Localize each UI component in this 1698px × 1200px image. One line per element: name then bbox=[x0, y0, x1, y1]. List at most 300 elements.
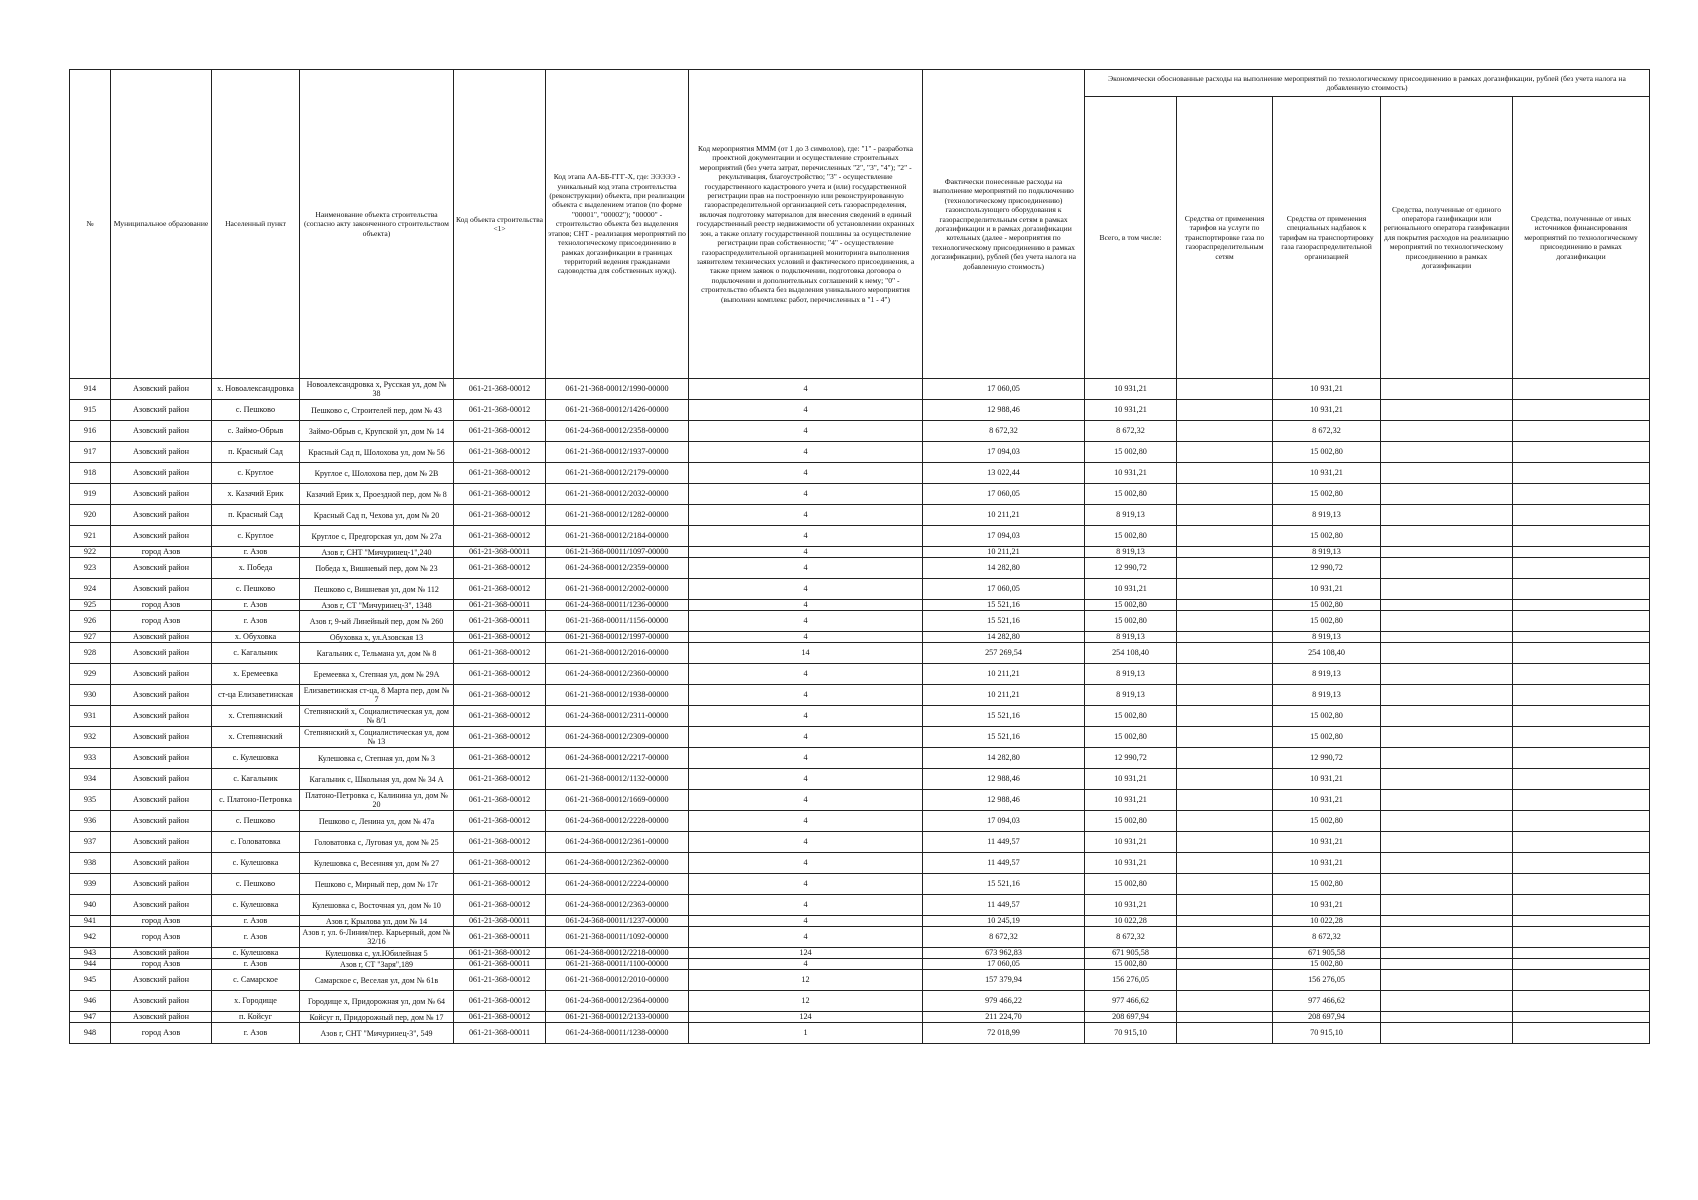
cell-actual-costs: 15 521,16 bbox=[923, 600, 1085, 611]
cell-municipality: Азовский район bbox=[111, 1012, 212, 1023]
table-row bbox=[70, 811, 1650, 832]
cell-stage-code: 061-21-368-00012/1282-00000 bbox=[546, 505, 689, 526]
cell-event-code: 4 bbox=[689, 664, 923, 685]
cell-actual-costs: 14 282,80 bbox=[923, 632, 1085, 643]
cell-total: 10 931,21 bbox=[1085, 832, 1177, 853]
cell-stage-code: 061-24-368-00012/2217-00000 bbox=[546, 748, 689, 769]
cell-src-operator bbox=[1381, 790, 1513, 811]
cell-object-name: Степнянский х, Социалистическая ул, дом № 8/1 bbox=[300, 706, 454, 727]
cell-src-surcharge: 8 919,13 bbox=[1273, 664, 1381, 685]
cell-actual-costs: 11 449,57 bbox=[923, 895, 1085, 916]
cell-event-code: 4 bbox=[689, 379, 923, 400]
header-stage-code: Код этапа АА-ББ-ГГГ-Х, где: ЭЭЭЭЭ - уникальный код этапа строительства (реконструкции) объекта, при реализации объекта с выделением этапов (по форме "00001", "00002"); "00000" - строительство объекта без выделения этапов; СНТ - реализация мероприятий по технологическому присоединению в рамках догазификации в границах территорий ведения гражданами садоводства для собственных нужд). bbox=[546, 70, 689, 379]
cell-object-code: 061-21-368-00012 bbox=[454, 706, 546, 727]
cell-src-surcharge: 10 022,28 bbox=[1273, 916, 1381, 927]
cell-settlement: п. Койсуг bbox=[212, 1012, 300, 1023]
cell-settlement: г. Азов bbox=[212, 916, 300, 927]
table-row bbox=[70, 832, 1650, 853]
cell-settlement: с. Круглое bbox=[212, 526, 300, 547]
cell-actual-costs: 10 211,21 bbox=[923, 505, 1085, 526]
cell-municipality: Азовский район bbox=[111, 463, 212, 484]
cell-actual-costs: 17 094,03 bbox=[923, 442, 1085, 463]
table-row bbox=[70, 790, 1650, 811]
table-row bbox=[70, 685, 1650, 706]
cell-settlement: г. Азов bbox=[212, 959, 300, 970]
cell-event-code: 4 bbox=[689, 927, 923, 948]
cell-src-surcharge: 254 108,40 bbox=[1273, 643, 1381, 664]
table-row bbox=[70, 632, 1650, 643]
cell-actual-costs: 979 466,22 bbox=[923, 991, 1085, 1012]
cell-stage-code: 061-24-368-00012/2359-00000 bbox=[546, 558, 689, 579]
cell-settlement: с. Кулешовка bbox=[212, 895, 300, 916]
cell-municipality: Азовский район bbox=[111, 442, 212, 463]
cell-stage-code: 061-21-368-00011/1100-00000 bbox=[546, 959, 689, 970]
table-row bbox=[70, 895, 1650, 916]
cell-total: 15 002,80 bbox=[1085, 706, 1177, 727]
cell-total: 8 919,13 bbox=[1085, 632, 1177, 643]
cell-no: 931 bbox=[70, 706, 111, 727]
cell-stage-code: 061-21-368-00011/1156-00000 bbox=[546, 611, 689, 632]
cell-src-tariff bbox=[1177, 970, 1273, 991]
cell-stage-code: 061-21-368-00012/1937-00000 bbox=[546, 442, 689, 463]
cell-total: 15 002,80 bbox=[1085, 874, 1177, 895]
cell-event-code: 4 bbox=[689, 853, 923, 874]
cell-object-name: Обуховка х, ул.Азовская 13 bbox=[300, 632, 454, 643]
cell-object-name: Займо-Обрыв с, Крупской ул, дом № 14 bbox=[300, 421, 454, 442]
header-src-operator: Средства, полученные от единого оператора газификации или регионального оператора газификации для покрытия расходов на реализацию мероприятий по технологическому присоединению в рамках догазификации bbox=[1381, 97, 1513, 379]
cell-stage-code: 061-24-368-00012/2309-00000 bbox=[546, 727, 689, 748]
cell-event-code: 4 bbox=[689, 526, 923, 547]
cell-object-name: Платоно-Петровка с, Калинина ул, дом № 20 bbox=[300, 790, 454, 811]
cell-src-tariff bbox=[1177, 811, 1273, 832]
cell-settlement: г. Азов bbox=[212, 600, 300, 611]
cell-src-surcharge: 15 002,80 bbox=[1273, 811, 1381, 832]
cell-actual-costs: 17 060,05 bbox=[923, 484, 1085, 505]
cell-src-surcharge: 8 919,13 bbox=[1273, 505, 1381, 526]
cell-object-code: 061-21-368-00011 bbox=[454, 927, 546, 948]
cell-event-code: 1 bbox=[689, 1023, 923, 1044]
cell-settlement: с. Пешково bbox=[212, 874, 300, 895]
cell-no: 924 bbox=[70, 579, 111, 600]
cell-stage-code: 061-21-368-00012/2010-00000 bbox=[546, 970, 689, 991]
cell-stage-code: 061-21-368-00012/2032-00000 bbox=[546, 484, 689, 505]
cell-src-tariff bbox=[1177, 643, 1273, 664]
cell-object-code: 061-21-368-00011 bbox=[454, 547, 546, 558]
cell-actual-costs: 15 521,16 bbox=[923, 727, 1085, 748]
cell-total: 15 002,80 bbox=[1085, 526, 1177, 547]
cell-total: 8 919,13 bbox=[1085, 547, 1177, 558]
cell-settlement: г. Азов bbox=[212, 1023, 300, 1044]
cell-actual-costs: 10 211,21 bbox=[923, 685, 1085, 706]
cell-src-operator bbox=[1381, 853, 1513, 874]
table-row bbox=[70, 706, 1650, 727]
cell-src-operator bbox=[1381, 748, 1513, 769]
cell-src-other bbox=[1513, 895, 1650, 916]
cell-no: 930 bbox=[70, 685, 111, 706]
cell-object-name: Пешково с, Ленина ул, дом № 47а bbox=[300, 811, 454, 832]
cell-src-surcharge: 10 931,21 bbox=[1273, 853, 1381, 874]
cell-src-tariff bbox=[1177, 853, 1273, 874]
cell-settlement: с. Самарское bbox=[212, 970, 300, 991]
cell-src-other bbox=[1513, 643, 1650, 664]
cell-src-tariff bbox=[1177, 579, 1273, 600]
cell-src-tariff bbox=[1177, 600, 1273, 611]
cell-src-tariff bbox=[1177, 526, 1273, 547]
cell-object-name: Круглое с, Предгорская ул, дом № 27а bbox=[300, 526, 454, 547]
cell-object-code: 061-21-368-00011 bbox=[454, 600, 546, 611]
cell-stage-code: 061-24-368-00011/1238-00000 bbox=[546, 1023, 689, 1044]
header-src-surcharge: Средства от применения специальных надбавок к тарифам на транспортировку газа газораспределительной организацией bbox=[1273, 97, 1381, 379]
cell-actual-costs: 14 282,80 bbox=[923, 558, 1085, 579]
cell-src-operator bbox=[1381, 811, 1513, 832]
table-header bbox=[70, 70, 1650, 379]
cell-event-code: 124 bbox=[689, 1012, 923, 1023]
cell-event-code: 4 bbox=[689, 874, 923, 895]
cell-actual-costs: 12 988,46 bbox=[923, 400, 1085, 421]
table-row bbox=[70, 442, 1650, 463]
cell-object-code: 061-21-368-00012 bbox=[454, 853, 546, 874]
cell-src-other bbox=[1513, 832, 1650, 853]
cell-actual-costs: 8 672,32 bbox=[923, 421, 1085, 442]
cell-event-code: 4 bbox=[689, 484, 923, 505]
cell-src-tariff bbox=[1177, 400, 1273, 421]
cell-stage-code: 061-24-368-00012/2224-00000 bbox=[546, 874, 689, 895]
cell-total: 254 108,40 bbox=[1085, 643, 1177, 664]
cell-object-code: 061-21-368-00011 bbox=[454, 611, 546, 632]
cell-src-other bbox=[1513, 706, 1650, 727]
cell-object-name: Казачий Ерик х, Проездной пер, дом № 8 bbox=[300, 484, 454, 505]
cell-total: 8 919,13 bbox=[1085, 505, 1177, 526]
cell-object-name: Пешково с, Мирный пер, дом № 17г bbox=[300, 874, 454, 895]
cell-src-surcharge: 10 931,21 bbox=[1273, 463, 1381, 484]
cell-object-code: 061-21-368-00012 bbox=[454, 1012, 546, 1023]
cell-settlement: с. Круглое bbox=[212, 463, 300, 484]
cell-settlement: с. Кулешовка bbox=[212, 948, 300, 959]
cell-no: 933 bbox=[70, 748, 111, 769]
cell-object-name: Кулешовка с, ул.Юбилейная 5 bbox=[300, 948, 454, 959]
cell-src-surcharge: 15 002,80 bbox=[1273, 484, 1381, 505]
table-row bbox=[70, 853, 1650, 874]
cell-src-tariff bbox=[1177, 706, 1273, 727]
cell-municipality: Азовский район bbox=[111, 685, 212, 706]
cell-municipality: Азовский район bbox=[111, 706, 212, 727]
cell-src-surcharge: 10 931,21 bbox=[1273, 832, 1381, 853]
cell-object-name: Городище х, Придорожная ул, дом № 64 bbox=[300, 991, 454, 1012]
cell-settlement: х. Новоалександровка bbox=[212, 379, 300, 400]
cell-no: 943 bbox=[70, 948, 111, 959]
header-econ-group: Экономически обоснованные расходы на выполнение мероприятий по технологическому присоединению в рамках догазификации, рублей (без учета налога на добавленную стоимость) bbox=[1085, 70, 1650, 97]
cell-src-other bbox=[1513, 442, 1650, 463]
cell-stage-code: 061-24-368-00012/2362-00000 bbox=[546, 853, 689, 874]
cell-src-tariff bbox=[1177, 463, 1273, 484]
cell-stage-code: 061-24-368-00012/2363-00000 bbox=[546, 895, 689, 916]
cell-event-code: 4 bbox=[689, 685, 923, 706]
cell-src-operator bbox=[1381, 600, 1513, 611]
cell-src-operator bbox=[1381, 421, 1513, 442]
cell-actual-costs: 10 245,19 bbox=[923, 916, 1085, 927]
cell-municipality: Азовский район bbox=[111, 853, 212, 874]
cell-event-code: 4 bbox=[689, 505, 923, 526]
cell-no: 939 bbox=[70, 874, 111, 895]
cell-object-code: 061-21-368-00012 bbox=[454, 811, 546, 832]
cell-stage-code: 061-21-368-00012/1990-00000 bbox=[546, 379, 689, 400]
table-row bbox=[70, 600, 1650, 611]
cell-stage-code: 061-21-368-00012/1997-00000 bbox=[546, 632, 689, 643]
cell-stage-code: 061-21-368-00012/1669-00000 bbox=[546, 790, 689, 811]
cell-src-operator bbox=[1381, 727, 1513, 748]
cell-no: 920 bbox=[70, 505, 111, 526]
cell-total: 10 022,28 bbox=[1085, 916, 1177, 927]
cell-object-name: Круглое с, Шолохова пер, дом № 2В bbox=[300, 463, 454, 484]
cell-no: 935 bbox=[70, 790, 111, 811]
cell-no: 919 bbox=[70, 484, 111, 505]
cell-src-operator bbox=[1381, 643, 1513, 664]
cell-event-code: 4 bbox=[689, 727, 923, 748]
cell-actual-costs: 17 094,03 bbox=[923, 811, 1085, 832]
table-row bbox=[70, 1023, 1650, 1044]
cell-object-code: 061-21-368-00012 bbox=[454, 664, 546, 685]
cell-object-name: Кулешовка с, Весенняя ул, дом № 27 bbox=[300, 853, 454, 874]
cell-municipality: Азовский район bbox=[111, 664, 212, 685]
cell-src-surcharge: 8 919,13 bbox=[1273, 632, 1381, 643]
cell-municipality: Азовский район bbox=[111, 874, 212, 895]
cell-object-code: 061-21-368-00012 bbox=[454, 948, 546, 959]
header-object-code: Код объекта строительства <1> bbox=[454, 70, 546, 379]
cell-event-code: 4 bbox=[689, 421, 923, 442]
cell-src-surcharge: 15 002,80 bbox=[1273, 874, 1381, 895]
cell-src-other bbox=[1513, 727, 1650, 748]
cell-src-surcharge: 15 002,80 bbox=[1273, 727, 1381, 748]
cell-src-other bbox=[1513, 853, 1650, 874]
cell-src-operator bbox=[1381, 970, 1513, 991]
cell-object-name: Самарское с, Веселая ул, дом № 61в bbox=[300, 970, 454, 991]
cell-src-surcharge: 8 919,13 bbox=[1273, 685, 1381, 706]
cell-municipality: Азовский район bbox=[111, 727, 212, 748]
cell-stage-code: 061-21-368-00012/2002-00000 bbox=[546, 579, 689, 600]
cell-src-tariff bbox=[1177, 769, 1273, 790]
cell-object-code: 061-21-368-00012 bbox=[454, 632, 546, 643]
cell-object-code: 061-21-368-00012 bbox=[454, 643, 546, 664]
cell-src-operator bbox=[1381, 400, 1513, 421]
cell-src-tariff bbox=[1177, 748, 1273, 769]
cell-src-other bbox=[1513, 632, 1650, 643]
cell-src-surcharge: 10 931,21 bbox=[1273, 790, 1381, 811]
cell-src-operator bbox=[1381, 505, 1513, 526]
cell-total: 10 931,21 bbox=[1085, 769, 1177, 790]
cell-stage-code: 061-24-368-00012/2358-00000 bbox=[546, 421, 689, 442]
cell-src-other bbox=[1513, 547, 1650, 558]
cell-object-name: Кагальник с, Школьная ул, дом № 34 А bbox=[300, 769, 454, 790]
cell-no: 929 bbox=[70, 664, 111, 685]
cell-src-tariff bbox=[1177, 421, 1273, 442]
cell-actual-costs: 17 094,03 bbox=[923, 526, 1085, 547]
cell-no: 934 bbox=[70, 769, 111, 790]
cell-no: 923 bbox=[70, 558, 111, 579]
cell-src-other bbox=[1513, 948, 1650, 959]
cell-event-code: 4 bbox=[689, 959, 923, 970]
cell-event-code: 124 bbox=[689, 948, 923, 959]
cell-src-surcharge: 15 002,80 bbox=[1273, 611, 1381, 632]
cell-src-other bbox=[1513, 400, 1650, 421]
cell-actual-costs: 8 672,32 bbox=[923, 927, 1085, 948]
cell-object-name: Степнянский х, Социалистическая ул, дом № 13 bbox=[300, 727, 454, 748]
cell-stage-code: 061-21-368-00012/2133-00000 bbox=[546, 1012, 689, 1023]
cell-src-other bbox=[1513, 927, 1650, 948]
cell-object-code: 061-21-368-00012 bbox=[454, 558, 546, 579]
cell-actual-costs: 257 269,54 bbox=[923, 643, 1085, 664]
cell-src-surcharge: 15 002,80 bbox=[1273, 706, 1381, 727]
cell-object-name: Новоалександровка х, Русская ул, дом № 38 bbox=[300, 379, 454, 400]
cell-event-code: 4 bbox=[689, 558, 923, 579]
cell-src-surcharge: 15 002,80 bbox=[1273, 959, 1381, 970]
cell-src-operator bbox=[1381, 484, 1513, 505]
cell-total: 8 919,13 bbox=[1085, 685, 1177, 706]
cell-municipality: Азовский район bbox=[111, 379, 212, 400]
cell-src-other bbox=[1513, 874, 1650, 895]
cell-src-operator bbox=[1381, 927, 1513, 948]
cell-src-surcharge: 10 931,21 bbox=[1273, 579, 1381, 600]
cell-settlement: г. Азов bbox=[212, 927, 300, 948]
cell-src-tariff bbox=[1177, 832, 1273, 853]
cell-src-other bbox=[1513, 811, 1650, 832]
cell-municipality: Азовский район bbox=[111, 748, 212, 769]
cell-src-other bbox=[1513, 991, 1650, 1012]
cell-settlement: с. Кулешовка bbox=[212, 853, 300, 874]
table-body bbox=[70, 379, 1650, 1044]
cell-src-operator bbox=[1381, 832, 1513, 853]
cell-actual-costs: 11 449,57 bbox=[923, 832, 1085, 853]
cell-stage-code: 061-24-368-00012/2228-00000 bbox=[546, 811, 689, 832]
cell-total: 15 002,80 bbox=[1085, 811, 1177, 832]
cell-total: 10 931,21 bbox=[1085, 790, 1177, 811]
cell-src-surcharge: 12 990,72 bbox=[1273, 748, 1381, 769]
cell-settlement: х. Городище bbox=[212, 991, 300, 1012]
cell-object-name: Азов г, СНТ "Мичуринец-3", 549 bbox=[300, 1023, 454, 1044]
cell-settlement: с. Кагальник bbox=[212, 769, 300, 790]
table-row bbox=[70, 579, 1650, 600]
cell-object-name: Пешково с, Вишневая ул, дом № 112 bbox=[300, 579, 454, 600]
cell-src-operator bbox=[1381, 463, 1513, 484]
cell-settlement: х. Степнянский bbox=[212, 706, 300, 727]
cell-event-code: 4 bbox=[689, 600, 923, 611]
cell-total: 977 466,62 bbox=[1085, 991, 1177, 1012]
cell-object-code: 061-21-368-00012 bbox=[454, 685, 546, 706]
cell-municipality: Азовский район bbox=[111, 558, 212, 579]
cell-stage-code: 061-24-368-00012/2360-00000 bbox=[546, 664, 689, 685]
cell-no: 938 bbox=[70, 853, 111, 874]
cell-object-code: 061-21-368-00012 bbox=[454, 832, 546, 853]
cell-actual-costs: 14 282,80 bbox=[923, 748, 1085, 769]
cell-src-other bbox=[1513, 685, 1650, 706]
cell-settlement: х. Степнянский bbox=[212, 727, 300, 748]
cell-object-name: Красный Сад п, Чехова ул, дом № 20 bbox=[300, 505, 454, 526]
cell-object-name: Победа х, Вишневый пер, дом № 23 bbox=[300, 558, 454, 579]
cell-src-tariff bbox=[1177, 632, 1273, 643]
table-row bbox=[70, 664, 1650, 685]
cell-no: 940 bbox=[70, 895, 111, 916]
cell-municipality: Азовский район bbox=[111, 643, 212, 664]
cell-src-other bbox=[1513, 959, 1650, 970]
cell-event-code: 4 bbox=[689, 463, 923, 484]
cell-settlement: с. Кагальник bbox=[212, 643, 300, 664]
cell-src-other bbox=[1513, 463, 1650, 484]
cell-event-code: 4 bbox=[689, 632, 923, 643]
cell-object-name: Красный Сад п, Шолохова ул, дом № 56 bbox=[300, 442, 454, 463]
cell-total: 8 672,32 bbox=[1085, 421, 1177, 442]
cell-settlement: х. Победа bbox=[212, 558, 300, 579]
cell-municipality: Азовский район bbox=[111, 484, 212, 505]
cell-src-surcharge: 671 905,58 bbox=[1273, 948, 1381, 959]
cell-src-tariff bbox=[1177, 948, 1273, 959]
cell-src-tariff bbox=[1177, 547, 1273, 558]
header-event-code: Код мероприятия МММ (от 1 до 3 символов), где: "1" - разработка проектной документации и осуществление строительных мероприятий (без учета затрат, перечисленных "2", "3", "4"); "2" - рекультивация, благоустройство; "3" - осуществление государственного кадастрового учета и (или) государственной регистрации прав на построенную или реконструированную газораспределительной организацией сеть газораспределения, включая подготовку материалов для внесения сведений в единый государственный реестр недвижимости об установлении охранных зон, а также оплату государственной пошлины за осуществление регистрации прав собственности; "4" - осуществление газораспределительной организацией мониторинга выполнения заявителем технических условий и фактического присоединения, а также прием заявок о подключении, подготовка договора о подключении и дополнительных соглашений к нему; "0" - строительство объекта без выделения уникального мероприятия (выполнен комплекс работ, перечисленных в "1 - 4") bbox=[689, 70, 923, 379]
table-row bbox=[70, 1012, 1650, 1023]
cell-total: 156 276,05 bbox=[1085, 970, 1177, 991]
cell-no: 932 bbox=[70, 727, 111, 748]
cell-object-name: Азов г, СТ "Заря",189 bbox=[300, 959, 454, 970]
cell-event-code: 4 bbox=[689, 832, 923, 853]
cell-total: 70 915,10 bbox=[1085, 1023, 1177, 1044]
cell-src-operator bbox=[1381, 547, 1513, 558]
cell-src-tariff bbox=[1177, 484, 1273, 505]
cell-no: 937 bbox=[70, 832, 111, 853]
table-row bbox=[70, 611, 1650, 632]
cell-settlement: с. Головатовка bbox=[212, 832, 300, 853]
table-row bbox=[70, 379, 1650, 400]
cell-src-operator bbox=[1381, 1023, 1513, 1044]
cell-no: 944 bbox=[70, 959, 111, 970]
cell-stage-code: 061-24-368-00012/2364-00000 bbox=[546, 991, 689, 1012]
table-row bbox=[70, 970, 1650, 991]
cell-object-code: 061-21-368-00012 bbox=[454, 790, 546, 811]
cell-total: 8 672,32 bbox=[1085, 927, 1177, 948]
cell-municipality: Азовский район bbox=[111, 526, 212, 547]
cell-src-tariff bbox=[1177, 558, 1273, 579]
cell-actual-costs: 10 211,21 bbox=[923, 547, 1085, 558]
cell-object-code: 061-21-368-00012 bbox=[454, 748, 546, 769]
cell-object-code: 061-21-368-00012 bbox=[454, 379, 546, 400]
cell-src-other bbox=[1513, 1012, 1650, 1023]
table-row bbox=[70, 526, 1650, 547]
cell-municipality: Азовский район bbox=[111, 632, 212, 643]
cell-total: 15 002,80 bbox=[1085, 600, 1177, 611]
cell-src-surcharge: 12 990,72 bbox=[1273, 558, 1381, 579]
cell-src-other bbox=[1513, 558, 1650, 579]
cell-event-code: 4 bbox=[689, 916, 923, 927]
cell-municipality: Азовский район bbox=[111, 832, 212, 853]
cell-src-tariff bbox=[1177, 790, 1273, 811]
cell-stage-code: 061-24-368-00011/1237-00000 bbox=[546, 916, 689, 927]
cell-src-other bbox=[1513, 484, 1650, 505]
cell-actual-costs: 15 521,16 bbox=[923, 706, 1085, 727]
cell-src-other bbox=[1513, 664, 1650, 685]
cell-settlement: х. Обуховка bbox=[212, 632, 300, 643]
cell-total: 15 002,80 bbox=[1085, 484, 1177, 505]
cell-event-code: 4 bbox=[689, 748, 923, 769]
cell-object-name: Азов г, СТ "Мичуринец-3", 1348 bbox=[300, 600, 454, 611]
cell-src-operator bbox=[1381, 991, 1513, 1012]
cell-stage-code: 061-21-368-00012/2184-00000 bbox=[546, 526, 689, 547]
cell-actual-costs: 15 521,16 bbox=[923, 874, 1085, 895]
cell-no: 948 bbox=[70, 1023, 111, 1044]
cell-src-other bbox=[1513, 611, 1650, 632]
cell-src-other bbox=[1513, 769, 1650, 790]
cell-municipality: город Азов bbox=[111, 547, 212, 558]
table-row bbox=[70, 727, 1650, 748]
cell-src-surcharge: 15 002,80 bbox=[1273, 526, 1381, 547]
header-settlement: Населенный пункт bbox=[212, 70, 300, 379]
cell-src-operator bbox=[1381, 558, 1513, 579]
